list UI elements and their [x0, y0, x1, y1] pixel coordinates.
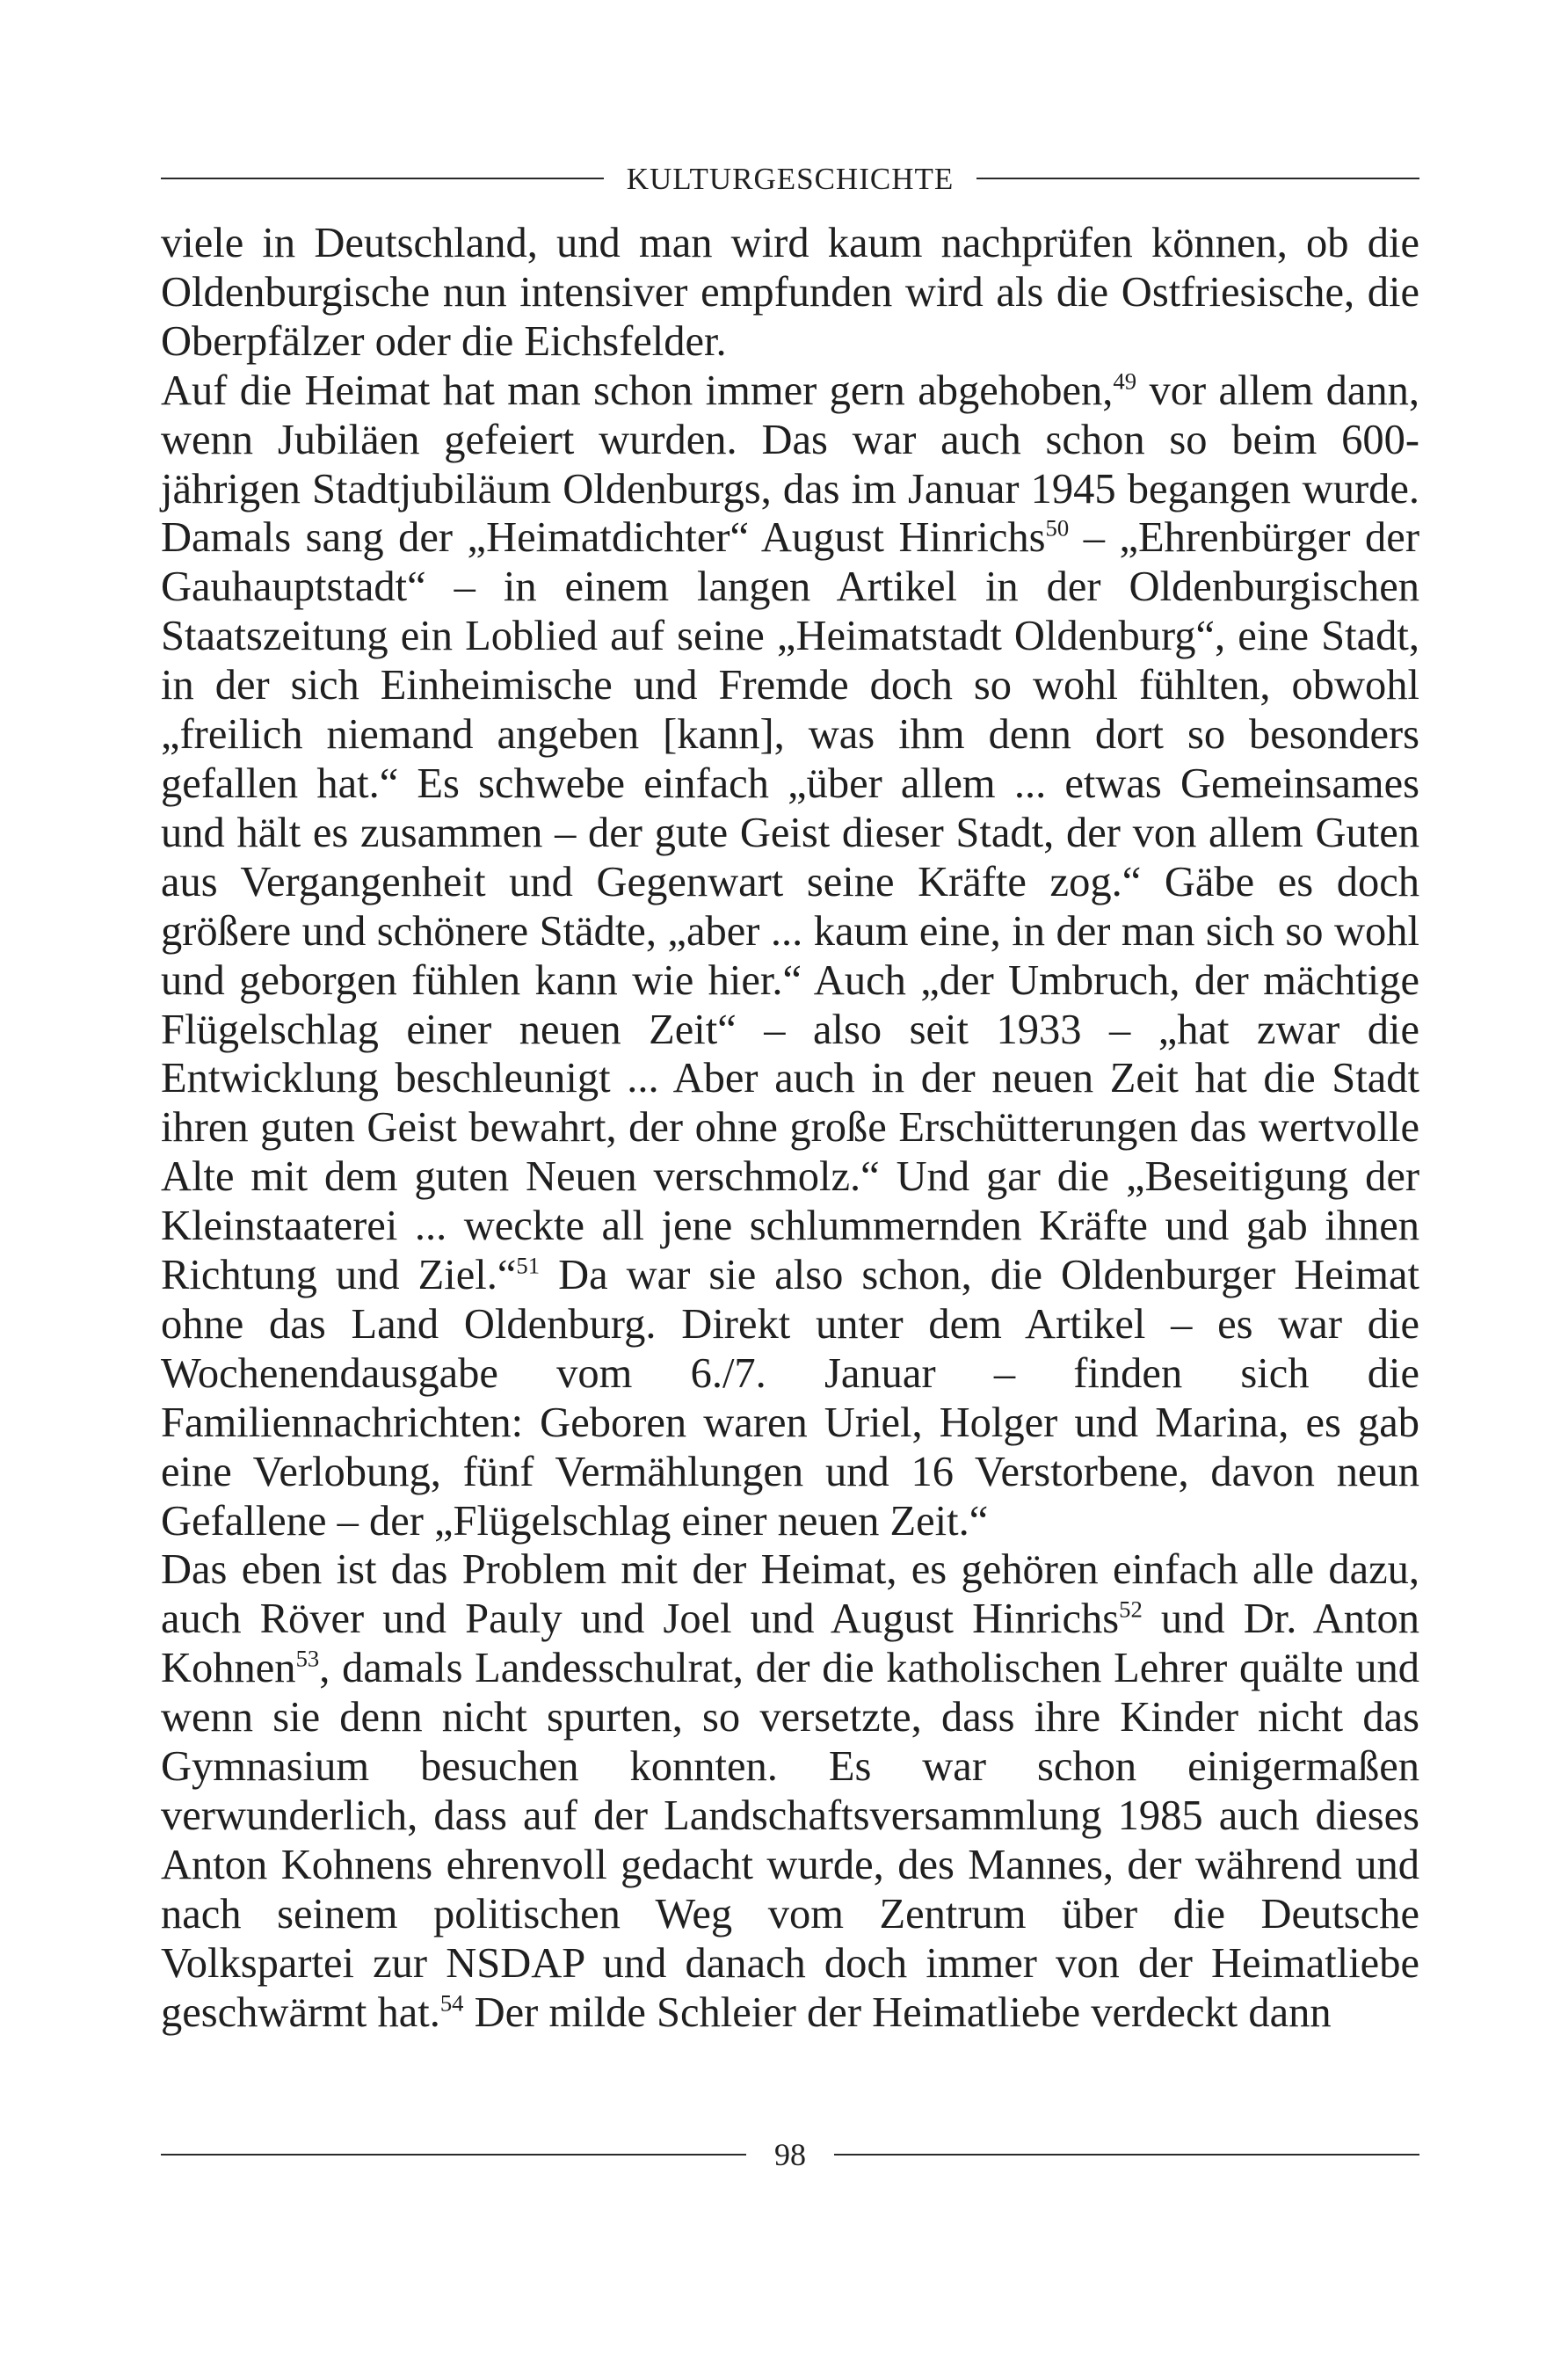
footnote-ref-51: 51 [516, 1252, 541, 1279]
running-header-title: KULTURGESCHICHTE [626, 161, 955, 196]
footnote-ref-49: 49 [1113, 367, 1137, 395]
paragraph-3-text-a: Das eben ist das Problem mit der Heimat, es gehören einfach alle dazu, auch Röver und Pauly und Joel und August Hinrichs [161, 1546, 1419, 1643]
paragraph-2-text-d: Da war sie also schon, die Oldenburger Heimat ohne das Land Oldenburg. Direkt unter dem Artikel – es war die Wochenendausgabe vom 6./7. Januar – finden sich die Familiennachrichten: Geboren waren Uriel, Holger und Marina, es gab eine Verlobung, fünf Vermählungen und 16 Verstorbene, davon neun Gefallene – der „Flügelschlag einer neuen Zeit.“ [161, 1252, 1419, 1545]
paragraph-3-text-b: und Dr. Anton Kohnen [161, 1596, 1419, 1692]
paragraph-1 [161, 219, 1419, 367]
paragraph-1-text: viele in Deutschland, und man wird kaum nachprüfen können, ob die Oldenburgische nun intensiver empfunden wird als die Ostfriesische, die Oberpfälzer oder die Eichsfelder. [161, 220, 1419, 365]
footnote-ref-53: 53 [295, 1645, 320, 1672]
paragraph-2-text-a: Auf die Heimat hat man schon immer gern abgehoben, [161, 367, 1114, 414]
paragraph-3-text-d: Der milde Schleier der Heimatliebe verdeckt dann [463, 1988, 1332, 2036]
footnote-ref-52: 52 [1119, 1596, 1143, 1624]
paragraph-3-text-c: , damals Landesschulrat, der die katholischen Lehrer quälte und wenn sie denn nicht spurten, so versetzte, dass ihre Kinder nicht das Gymnasium besuchen konnten. Es war schon einigermaßen verwunderlich, dass auf der Landschaftsversammlung 1985 auch dieses Anton Kohnens ehrenvoll gedacht wurde, des Mannes, der während und nach seinem politischen Weg vom Zentrum über die Deutsche Volkspartei zur NSDAP und danach doch immer von der Heimatliebe geschwärmt hat. [161, 1645, 1419, 2036]
paragraph-2-text-c: – „Ehrenbürger der Gauhauptstadt“ – in einem langen Artikel in der Oldenburgischen Staatszeitung ein Loblied auf seine „Heimatstadt Oldenburg“, eine Stadt, in der sich Einheimische und Fremde doch so wohl fühlten, obwohl „freilich niemand angeben [kann], was ihm denn dort so besonders gefallen hat.“ Es schwebe einfach „über allem ... etwas Gemeinsames und hält es zusammen – der gute Geist dieser Stadt, der von allem Guten aus Vergangenheit und Gegenwart seine Kräfte zog.“ Gäbe es doch größere und schönere Städte, „aber ... kaum eine, in der man sich so wohl und geborgen fühlen kann wie hier.“ Auch „der Umbruch, der mächtige Flügelschlag einer neuen Zeit“ – also seit 1933 – „hat zwar die Entwicklung beschleunigt ... Aber auch in der neuen Zeit hat die Stadt ihren guten Geist bewahrt, der ohne große Erschütterungen das wertvolle Alte mit dem guten Neuen verschmolz.“ Und gar die „Beseitigung der Kleinstaaterei ... weckte all jene schlummernden Kräfte und gab ihnen Richtung und Ziel.“ [161, 514, 1419, 1299]
footnote-ref-54: 54 [439, 1989, 464, 2017]
footnote-ref-50: 50 [1045, 515, 1070, 542]
paragraph-2 [161, 367, 1419, 1546]
footer-rule-right [834, 2154, 1419, 2156]
header-rule-left [161, 178, 604, 179]
running-header [161, 156, 1419, 200]
page-footer [161, 2133, 1419, 2177]
page-number: 98 [774, 2137, 806, 2172]
footer-rule-left [161, 2154, 746, 2156]
page-body [161, 219, 1419, 2038]
paragraph-2-text-b: vor allem dann, wenn Jubiläen gefeiert wurden. Das war auch schon so beim 600-jährigen Stadtjubiläum Oldenburgs, das im Januar 1945 begangen wurde. Damals sang der „Heimatdichter“ August Hinrichs [161, 367, 1419, 562]
header-rule-right [976, 178, 1419, 179]
paragraph-3 [161, 1545, 1419, 2037]
